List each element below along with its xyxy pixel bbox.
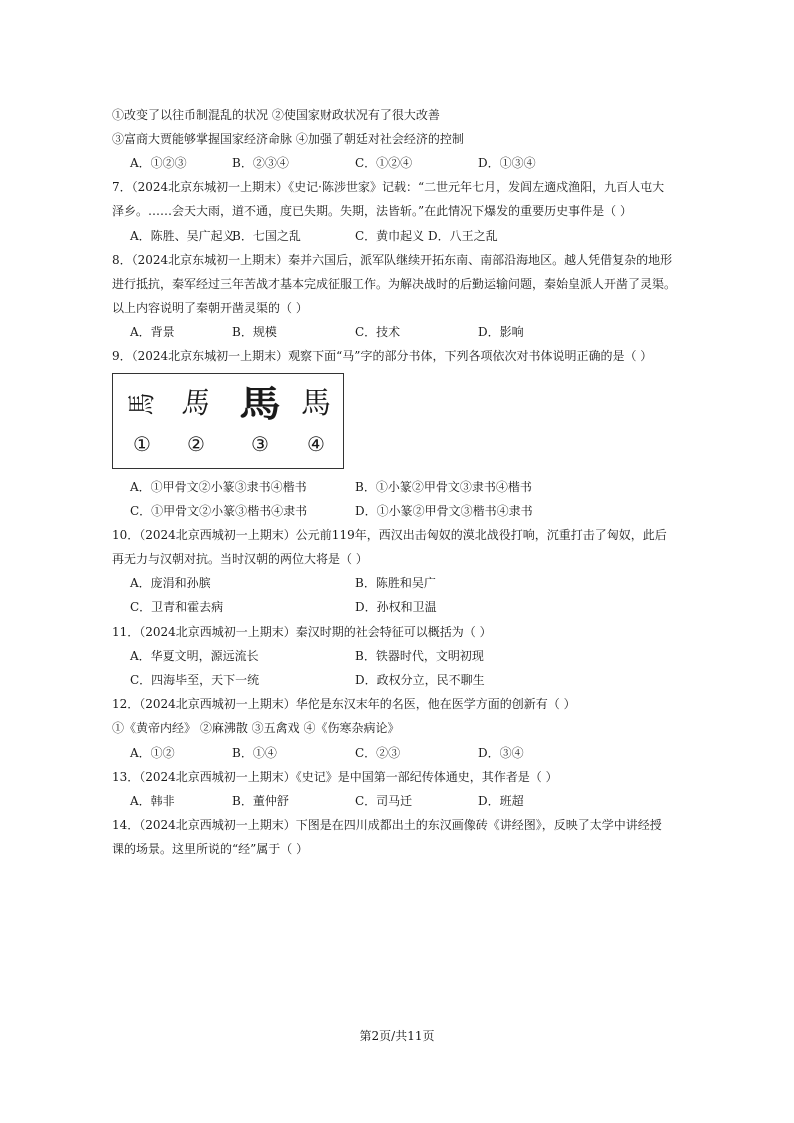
horse-glyph-regular: 馬 xyxy=(301,386,331,421)
q13-option-c: C．司马迁 xyxy=(355,794,413,808)
question-8-line-1: 8．（2024北京东城初一上期末）秦并六国后，派军队继续开拓东南、南部沿海地区。越人凭借复杂的地形 xyxy=(112,253,673,267)
q6-option-a: A．①②③ xyxy=(130,156,187,170)
question-12: 12．（2024北京西城初一上期末）华佗是东汉末年的名医，他在医学方面的创新有（ ） xyxy=(112,697,576,711)
question-14-line-1: 14．（2024北京西城初一上期末）下图是在四川成都出土的东汉画像砖《讲经图》，反映了太学中讲经授 xyxy=(112,818,662,832)
q13-option-b: B．董仲舒 xyxy=(232,794,289,808)
figure-label-4: ④ xyxy=(307,432,325,456)
horse-script-figure xyxy=(112,373,344,469)
q12-option-c: C．②③ xyxy=(355,746,401,760)
question-7-line-1: 7．（2024北京东城初一上期末）《史记·陈涉世家》记载：“二世元年七月，发闾左適戍渔阳，九百人屯大 xyxy=(112,180,665,194)
q10-option-c: C．卫青和霍去病 xyxy=(130,600,224,614)
q9-option-b: B．①小篆②甲骨文③隶书④楷书 xyxy=(355,480,532,494)
figure-label-2: ② xyxy=(187,432,205,456)
q11-option-c: C．四海毕至，天下一统 xyxy=(130,673,260,687)
q6-option-c: C．①②④ xyxy=(355,156,413,170)
q10-option-b: B．陈胜和吴广 xyxy=(355,576,436,590)
q8-option-d: D．影响 xyxy=(478,325,524,339)
question-11: 11．（2024北京西城初一上期末）秦汉时期的社会特征可以概括为（ ） xyxy=(112,625,492,639)
q7-option-a: A．陈胜、吴广起义 xyxy=(130,229,235,243)
question-14-line-2: 课的场景。这里所说的“经”属于（ ） xyxy=(112,842,309,856)
q8-option-b: B．规模 xyxy=(232,325,277,339)
q11-option-a: A．华夏文明，源远流长 xyxy=(130,649,259,663)
q12-option-a: A．①② xyxy=(130,746,175,760)
horse-glyph-oracle: 馬 xyxy=(124,392,158,416)
q12-option-d: D．③④ xyxy=(478,746,524,760)
q9-option-a: A．①甲骨文②小篆③隶书④楷书 xyxy=(130,480,307,494)
horse-glyph-clerical: 馬 xyxy=(239,383,281,425)
question-13: 13．（2024北京西城初一上期末）《史记》是中国第一部纪传体通史，其作者是（ ） xyxy=(112,770,558,784)
question-8-line-3: 以上内容说明了秦朝开凿灵渠的（ ） xyxy=(112,301,308,315)
figure-label-1: ① xyxy=(133,432,151,456)
q8-option-a: A．背景 xyxy=(130,325,175,339)
question-10-line-1: 10．（2024北京西城初一上期末）公元前119年，西汉出击匈奴的漠北战役打响，沉重打击了匈奴，此后 xyxy=(112,528,667,542)
q9-option-d: D．①小篆②甲骨文③楷书④隶书 xyxy=(355,504,533,518)
q9-option-c: C．①甲骨文②小篆③楷书④隶书 xyxy=(130,504,308,518)
q6-statement-3-4: ③富商大贾能够掌握国家经济命脉 ④加强了朝廷对社会经济的控制 xyxy=(112,132,464,146)
page-footer: 第2页/共11页 xyxy=(359,1029,435,1043)
question-10-line-2: 再无力与汉朝对抗。当时汉朝的两位大将是（ ） xyxy=(112,552,368,566)
q12-option-b: B．①④ xyxy=(232,746,277,760)
q11-option-b: B．铁器时代，文明初现 xyxy=(355,649,484,663)
horse-glyph-seal: 馬 xyxy=(180,386,213,421)
figure-label-3: ③ xyxy=(251,432,269,456)
question-8-line-2: 进行抵抗，秦军经过三年苦战才基本完成征服工作。为解决战时的后勤运输问题，秦始皇派人开凿了灵渠。 xyxy=(112,277,677,291)
q8-option-c: C．技术 xyxy=(355,325,401,339)
q12-statements: ①《黄帝内经》 ②麻沸散 ③五禽戏 ④《伤寒杂病论》 xyxy=(112,721,400,735)
q6-option-b: B．②③④ xyxy=(232,156,289,170)
q10-option-d: D．孙权和卫温 xyxy=(355,600,437,614)
q13-option-d: D．班超 xyxy=(478,794,524,808)
q7-option-b: B．七国之乱 xyxy=(232,229,301,243)
q11-option-d: D．政权分立，民不聊生 xyxy=(355,673,485,687)
q7-option-c-d: C．黄巾起义 D．八王之乱 xyxy=(355,229,498,243)
question-7-line-2: 泽乡。……会天大雨，道不通，度已失期。失期，法皆斩。”在此情况下爆发的重要历史事件是（ ） xyxy=(112,204,632,218)
question-9: 9．（2024北京东城初一上期末）观察下面“马”字的部分书体，下列各项依次对书体说明正确的是（ ） xyxy=(112,349,653,363)
q13-option-a: A．韩非 xyxy=(130,794,175,808)
q10-option-a: A．庞涓和孙膑 xyxy=(130,576,211,590)
q6-option-d: D．①③④ xyxy=(478,156,536,170)
q6-statement-1-2: ①改变了以往币制混乱的状况 ②使国家财政状况有了很大改善 xyxy=(112,108,440,122)
